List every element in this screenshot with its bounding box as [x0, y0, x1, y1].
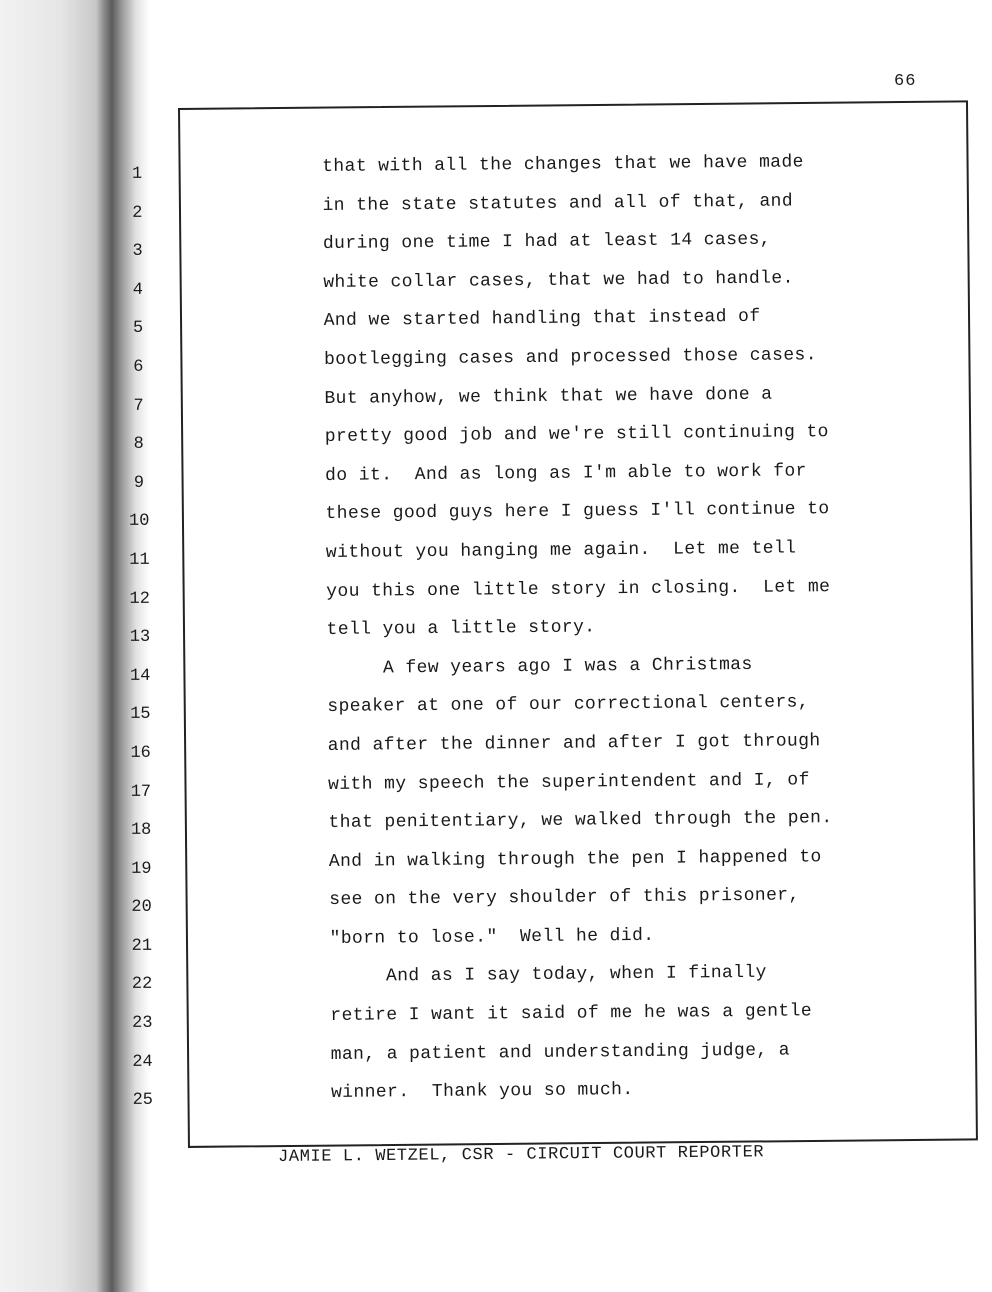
transcript-line: without you hanging me again. Let me tell [325, 538, 797, 563]
transcript-line: tell you a little story. [326, 617, 596, 641]
line-number: 21 [131, 936, 153, 956]
transcript-line: A few years ago I was a Christmas [326, 654, 753, 679]
line-number: 2 [132, 203, 143, 223]
line-number: 12 [129, 589, 150, 609]
line-number: 22 [131, 975, 153, 995]
line-number: 6 [133, 357, 144, 377]
transcript-line: speaker at one of our correctional centers, [327, 692, 810, 718]
transcript-line: that penitentiary, we walked through the pen. [328, 808, 833, 834]
transcript-line: retire I want it said of me he was a gentle [330, 1001, 813, 1027]
line-number: 1 [131, 164, 143, 184]
line-number: 9 [133, 473, 145, 493]
line-number: 8 [133, 434, 144, 455]
transcript-line: do it. And as long as I'm able to work for [325, 461, 807, 486]
transcript-line: "born to lose." Well he did. [329, 925, 655, 949]
line-number-column [112, 156, 168, 1121]
line-number: 11 [129, 550, 150, 570]
transcript-line: And we started handling that instead of [323, 307, 761, 332]
transcript-line: see on the very shoulder of this prisoner, [329, 885, 800, 911]
transcript-line: white collar cases, that we had to handle. [323, 268, 794, 293]
line-number: 5 [132, 319, 144, 339]
transcript-line: bootlegging cases and processed those cases. [323, 345, 817, 370]
line-number: 7 [133, 396, 144, 416]
line-number: 18 [130, 820, 152, 840]
transcript-line: that with all the changes that we have made [322, 152, 804, 177]
line-number: 19 [131, 859, 152, 879]
transcript-line: you this one little story in closing. Let me [326, 576, 831, 602]
page-number: 66 [894, 72, 917, 91]
line-number: 16 [130, 743, 151, 763]
transcript-line: these good guys here I guess I'll continue to [325, 499, 830, 525]
transcript-line: with my speech the superintendent and I, of [328, 769, 810, 795]
line-number: 23 [132, 1013, 153, 1033]
transcript-line: But anyhow, we think that we have done a [324, 384, 773, 409]
transcript-line: during one time I had at least 14 cases, [322, 229, 772, 255]
line-number: 24 [132, 1052, 153, 1072]
transcript-line: And as I say today, when I finally [329, 963, 767, 988]
line-number: 13 [129, 627, 151, 648]
transcript-line: And in walking through the pen I happened to [328, 846, 822, 872]
line-number: 17 [130, 782, 152, 802]
line-number: 15 [130, 705, 151, 725]
line-number: 3 [132, 242, 143, 262]
transcript-line: pretty good job and we're still continuing to [324, 422, 829, 448]
line-number: 10 [128, 512, 150, 532]
transcript-line: and after the dinner and after I got through [327, 731, 821, 756]
transcript-line: in the state statutes and all of that, and [322, 191, 794, 216]
transcript-line: man, a patient and understanding judge, a [330, 1040, 791, 1065]
line-number: 14 [129, 666, 151, 686]
court-reporter-footer: JAMIE L. WETZEL, CSR - CIRCUIT COURT REPORTER [278, 1143, 765, 1167]
line-number: 4 [132, 280, 143, 300]
line-number: 25 [132, 1091, 154, 1111]
transcript-body [322, 142, 951, 1113]
line-number: 20 [131, 898, 152, 918]
transcript-line: winner. Thank you so much. [330, 1080, 634, 1104]
